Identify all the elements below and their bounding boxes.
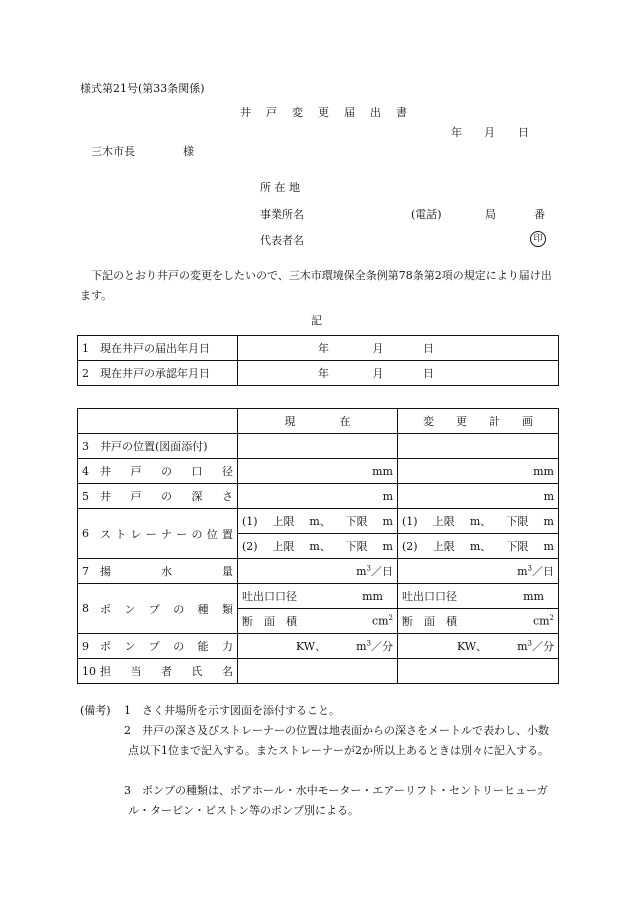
- table-row: [78, 509, 559, 534]
- header-empty: [78, 409, 238, 434]
- date-month: 月: [372, 367, 384, 380]
- kw-unit: KW、: [295, 640, 327, 653]
- unit: m: [382, 489, 393, 503]
- date-month: 月: [372, 342, 384, 355]
- table-header-row: [78, 409, 559, 434]
- header-planned: 変 更 計 画: [398, 409, 559, 434]
- outlet-diameter-label: 吐出口口径: [242, 590, 297, 603]
- cross-section-label: 断 面 積: [402, 615, 457, 628]
- unit: mm: [523, 589, 544, 603]
- representative-label: 代表者名: [260, 234, 304, 247]
- unit: $cm^2$: [371, 614, 393, 628]
- table-row: [78, 336, 559, 361]
- planned-cell[interactable]: [398, 434, 559, 459]
- note-text: ポンプの種類は、ボアホール・水中モーター・エアーリフト・セントリーヒューガル・タービン・ピストン等のポンプ別による。: [128, 784, 548, 817]
- current-cell[interactable]: [238, 559, 398, 584]
- addressee-honorific: 様: [183, 145, 194, 158]
- planned-cell[interactable]: [398, 484, 559, 509]
- row-number: 6: [82, 527, 89, 540]
- row-label: [78, 634, 238, 659]
- note-text: さく井場所を示す図面を添付すること。: [142, 704, 340, 717]
- note-number: 3: [124, 784, 131, 797]
- current-cell[interactable]: [238, 659, 398, 684]
- row-number: 9: [82, 639, 89, 653]
- table-row: [78, 584, 559, 609]
- current-cell[interactable]: [238, 459, 398, 484]
- row-label: [78, 584, 238, 634]
- unit: m、: [309, 515, 331, 528]
- strainer-index: (2): [402, 539, 418, 553]
- planned-cell[interactable]: [398, 559, 559, 584]
- unit: m: [382, 539, 393, 553]
- unit: $m^3/$日: [517, 564, 554, 578]
- table-row: [78, 434, 559, 459]
- planned-cell[interactable]: [398, 659, 559, 684]
- date-day: 日: [518, 126, 529, 139]
- unit: m、: [469, 515, 492, 528]
- unit: m: [382, 514, 393, 528]
- unit: mm: [533, 464, 554, 478]
- page-title: 井 戸 変 更 届 出 書: [240, 106, 409, 119]
- current-cell[interactable]: [238, 509, 398, 534]
- planned-cell[interactable]: [398, 609, 559, 634]
- upper-label: 上限: [432, 540, 455, 553]
- row-number: 3: [82, 439, 89, 453]
- row-number: 5: [82, 489, 89, 503]
- kw-unit: KW、: [456, 640, 488, 653]
- row-label-text: 揚水量: [100, 565, 233, 578]
- body-text: 下記のとおり井戸の変更をしたいので、三木市環境保全条例第78条第2項の規定により届け出ます。: [80, 269, 552, 302]
- planned-cell[interactable]: [398, 459, 559, 484]
- row-label-text: ポンプの種類: [100, 602, 233, 616]
- date-day: 日: [423, 367, 434, 380]
- table-row: [78, 361, 559, 386]
- row-label: [78, 509, 238, 559]
- cross-section-label: 断 面 積: [242, 615, 297, 628]
- phone-label: (電話): [411, 208, 442, 221]
- unit: $m^3/$日: [356, 564, 393, 578]
- date-year: 年: [318, 342, 329, 355]
- unit: m、: [469, 540, 492, 553]
- planned-cell[interactable]: [398, 534, 559, 559]
- row-label: [78, 459, 238, 484]
- date-month: 月: [484, 126, 495, 139]
- date-cell[interactable]: [238, 336, 559, 361]
- table-row: [78, 459, 559, 484]
- planned-cell[interactable]: [398, 509, 559, 534]
- current-cell[interactable]: [238, 484, 398, 509]
- unit: mm: [362, 589, 383, 603]
- upper-label: 上限: [432, 515, 455, 528]
- row-label: 2 現在井戸の承認年月日: [78, 361, 238, 386]
- address-label: 所 在 地: [260, 181, 300, 194]
- lower-label: 下限: [345, 540, 368, 553]
- strainer-index: (2): [242, 539, 258, 553]
- unit: mm: [372, 464, 393, 478]
- table-row: [78, 659, 559, 684]
- date-day: 日: [423, 342, 434, 355]
- notes-heading: (備考): [80, 704, 111, 717]
- header-current: 現 在: [238, 409, 398, 434]
- seal-icon: 印: [530, 231, 546, 247]
- unit: m: [543, 489, 554, 503]
- lower-label: 下限: [345, 515, 368, 528]
- row-label-text: ストレーナーの位置: [100, 527, 233, 541]
- row-label: [78, 484, 238, 509]
- phone-number: 番: [534, 208, 545, 221]
- current-cell[interactable]: [238, 534, 398, 559]
- row-label: 1 現在井戸の届出年月日: [78, 336, 238, 361]
- table-dates: [77, 335, 559, 386]
- row-number: 4: [82, 464, 89, 478]
- note-number: 1: [124, 704, 131, 717]
- row-label-text: 担当者氏名: [100, 665, 233, 678]
- current-cell[interactable]: [238, 609, 398, 634]
- unit: m、: [309, 540, 331, 553]
- row-number: 10: [82, 664, 96, 678]
- table-row: [78, 484, 559, 509]
- ki-heading: 記: [311, 314, 322, 327]
- planned-cell[interactable]: [398, 634, 559, 659]
- current-cell[interactable]: [238, 434, 398, 459]
- row-number: 7: [82, 564, 89, 578]
- date-year: 年: [318, 367, 329, 380]
- lower-label: 下限: [506, 515, 529, 528]
- current-cell[interactable]: [238, 584, 398, 609]
- row-label-text: 井戸の口径: [100, 465, 233, 478]
- outlet-diameter-label: 吐出口口径: [402, 590, 457, 603]
- strainer-index: (1): [242, 514, 258, 528]
- note-number: 2: [124, 724, 131, 737]
- seal-mark: [530, 231, 546, 247]
- note-text: 井戸の深さ及びストレーナーの位置は地表面からの深さをメートルで表わし、小数点以下1位まで記入する。またストレーナーが2か所以上あるときは別々に記入する。: [128, 724, 549, 757]
- lower-label: 下限: [506, 540, 529, 553]
- unit: $cm^2$: [532, 614, 554, 628]
- unit: m: [543, 514, 554, 528]
- unit: m: [543, 539, 554, 553]
- table-row: [78, 634, 559, 659]
- office-label: 事業所名: [260, 208, 304, 221]
- date-year: 年: [451, 126, 462, 139]
- row-label: [78, 659, 238, 684]
- row-label: [78, 434, 238, 459]
- form-id: 様式第21号(第33条関係): [80, 82, 205, 95]
- strainer-index: (1): [402, 514, 418, 528]
- phone-station: 局: [485, 208, 496, 221]
- row-label-text: ポンプの能力: [100, 640, 233, 653]
- row-number: 8: [82, 602, 89, 615]
- row-label-text: 井戸の位置(図面添付): [100, 440, 208, 453]
- upper-label: 上限: [272, 540, 295, 553]
- date-cell[interactable]: [238, 361, 559, 386]
- current-cell[interactable]: [238, 634, 398, 659]
- row-label: [78, 559, 238, 584]
- unit: $m^3/$分: [517, 639, 554, 653]
- table-well-changes: [77, 408, 559, 684]
- row-label-text: 井戸の深さ: [100, 490, 233, 503]
- planned-cell[interactable]: [398, 584, 559, 609]
- unit: $m^3/$分: [356, 639, 393, 653]
- upper-label: 上限: [272, 515, 295, 528]
- addressee-city: 三木市長: [91, 145, 135, 158]
- table-row: [78, 559, 559, 584]
